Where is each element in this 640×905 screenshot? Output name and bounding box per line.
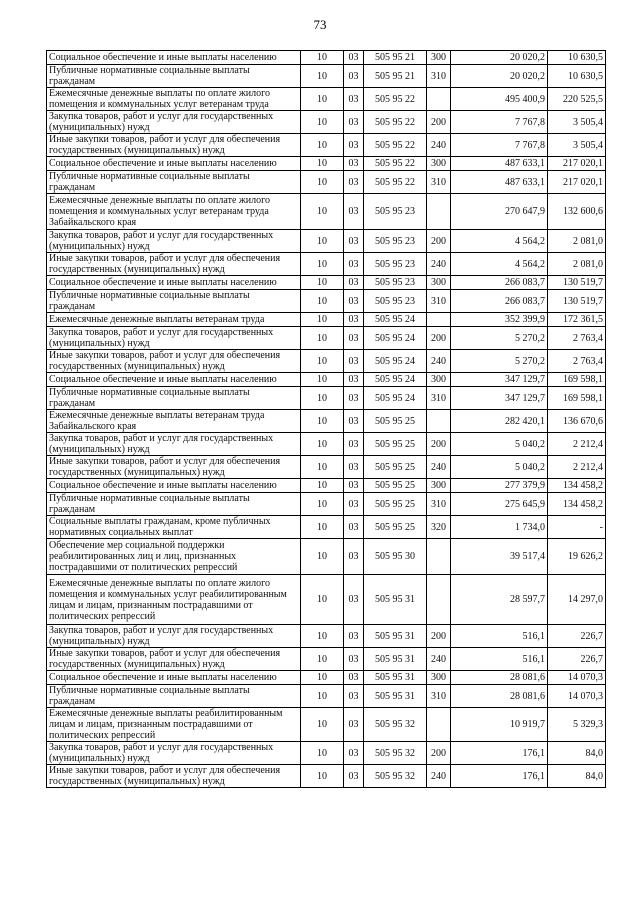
row-target-article: 505 95 25	[364, 516, 427, 539]
row-subsection: 03	[344, 671, 364, 685]
row-target-article: 505 95 23	[364, 230, 427, 253]
row-target-article: 505 95 30	[364, 539, 427, 575]
row-amount-total: 39 517,4	[451, 539, 548, 575]
row-target-article: 505 95 32	[364, 708, 427, 742]
row-name: Ежемесячные денежные выплаты по оплате жилого помещения и коммунальных услуг ветеранам труда Забайкальского края	[47, 194, 301, 230]
row-name: Публичные нормативные социальные выплаты гражданам	[47, 290, 301, 313]
row-section: 10	[301, 373, 344, 387]
row-subsection: 03	[344, 253, 364, 276]
row-name: Социальное обеспечение и иные выплаты населению	[47, 479, 301, 493]
row-amount-total: 495 400,9	[451, 88, 548, 111]
row-target-article: 505 95 22	[364, 157, 427, 171]
row-expense-type	[427, 410, 451, 433]
row-amount-second: 84,0	[548, 765, 606, 788]
table-row	[47, 456, 606, 479]
row-amount-second: 14 297,0	[548, 575, 606, 625]
row-amount-second: 3 505,4	[548, 134, 606, 157]
row-name: Обеспечение мер социальной поддержки реабилитированных лиц и лиц, признанных пострадавшими от политических репрессий	[47, 539, 301, 575]
table-row	[47, 194, 606, 230]
row-section: 10	[301, 625, 344, 648]
row-target-article: 505 95 31	[364, 671, 427, 685]
row-expense-type: 310	[427, 493, 451, 516]
table-row	[47, 373, 606, 387]
row-amount-second: 132 600,6	[548, 194, 606, 230]
row-amount-second: 10 630,5	[548, 51, 606, 65]
row-amount-total: 20 020,2	[451, 65, 548, 88]
row-section: 10	[301, 433, 344, 456]
row-expense-type: 200	[427, 742, 451, 765]
row-name: Закупка товаров, работ и услуг для государственных (муниципальных) нужд	[47, 327, 301, 350]
row-amount-second: 217 020,1	[548, 157, 606, 171]
row-expense-type	[427, 539, 451, 575]
row-subsection: 03	[344, 516, 364, 539]
row-section: 10	[301, 765, 344, 788]
row-amount-second: 130 519,7	[548, 290, 606, 313]
row-name: Социальное обеспечение и иные выплаты населению	[47, 51, 301, 65]
row-amount-total: 10 919,7	[451, 708, 548, 742]
row-amount-second: 220 525,5	[548, 88, 606, 111]
row-section: 10	[301, 479, 344, 493]
row-expense-type: 300	[427, 373, 451, 387]
table-row	[47, 648, 606, 671]
row-target-article: 505 95 23	[364, 253, 427, 276]
row-amount-second: 172 361,5	[548, 313, 606, 327]
row-expense-type: 200	[427, 433, 451, 456]
row-section: 10	[301, 387, 344, 410]
row-target-article: 505 95 32	[364, 742, 427, 765]
row-amount-total: 7 767,8	[451, 134, 548, 157]
row-target-article: 505 95 31	[364, 575, 427, 625]
row-target-article: 505 95 21	[364, 65, 427, 88]
row-section: 10	[301, 88, 344, 111]
row-subsection: 03	[344, 65, 364, 88]
row-target-article: 505 95 22	[364, 171, 427, 194]
row-name: Ежемесячные денежные выплаты ветеранам труда Забайкальского края	[47, 410, 301, 433]
row-expense-type: 240	[427, 350, 451, 373]
row-amount-total: 176,1	[451, 765, 548, 788]
row-section: 10	[301, 327, 344, 350]
row-name: Публичные нормативные социальные выплаты гражданам	[47, 65, 301, 88]
table-row	[47, 433, 606, 456]
row-subsection: 03	[344, 171, 364, 194]
row-expense-type: 200	[427, 230, 451, 253]
row-amount-second: 226,7	[548, 648, 606, 671]
table-row	[47, 276, 606, 290]
row-section: 10	[301, 456, 344, 479]
table-row	[47, 539, 606, 575]
row-amount-second: 19 626,2	[548, 539, 606, 575]
row-subsection: 03	[344, 88, 364, 111]
table-row	[47, 765, 606, 788]
row-amount-second: 5 329,3	[548, 708, 606, 742]
row-expense-type: 240	[427, 456, 451, 479]
row-target-article: 505 95 25	[364, 410, 427, 433]
row-name: Публичные нормативные социальные выплаты гражданам	[47, 387, 301, 410]
row-expense-type	[427, 708, 451, 742]
row-name: Иные закупки товаров, работ и услуг для обеспечения государственных (муниципальных) нужд	[47, 350, 301, 373]
row-target-article: 505 95 24	[364, 313, 427, 327]
row-target-article: 505 95 23	[364, 276, 427, 290]
table-row	[47, 516, 606, 539]
row-amount-total: 28 597,7	[451, 575, 548, 625]
row-section: 10	[301, 742, 344, 765]
row-target-article: 505 95 32	[364, 765, 427, 788]
row-amount-second: 130 519,7	[548, 276, 606, 290]
row-target-article: 505 95 22	[364, 88, 427, 111]
table-row	[47, 671, 606, 685]
row-subsection: 03	[344, 685, 364, 708]
row-amount-second: 2 212,4	[548, 433, 606, 456]
table-row	[47, 327, 606, 350]
table-row	[47, 111, 606, 134]
row-subsection: 03	[344, 157, 364, 171]
row-subsection: 03	[344, 575, 364, 625]
row-section: 10	[301, 708, 344, 742]
table-row	[47, 742, 606, 765]
row-name: Социальное обеспечение и иные выплаты населению	[47, 157, 301, 171]
budget-table	[46, 50, 606, 788]
row-subsection: 03	[344, 276, 364, 290]
row-amount-second: 84,0	[548, 742, 606, 765]
row-amount-second: 2 081,0	[548, 230, 606, 253]
row-expense-type: 310	[427, 290, 451, 313]
row-amount-second: 169 598,1	[548, 373, 606, 387]
table-row	[47, 479, 606, 493]
row-target-article: 505 95 25	[364, 433, 427, 456]
row-expense-type: 310	[427, 171, 451, 194]
row-section: 10	[301, 575, 344, 625]
row-name: Публичные нормативные социальные выплаты гражданам	[47, 685, 301, 708]
row-section: 10	[301, 290, 344, 313]
row-amount-total: 347 129,7	[451, 373, 548, 387]
row-amount-total: 266 083,7	[451, 290, 548, 313]
table-row	[47, 625, 606, 648]
row-amount-total: 7 767,8	[451, 111, 548, 134]
table-row	[47, 708, 606, 742]
row-section: 10	[301, 111, 344, 134]
row-subsection: 03	[344, 387, 364, 410]
row-name: Закупка товаров, работ и услуг для государственных (муниципальных) нужд	[47, 433, 301, 456]
row-subsection: 03	[344, 742, 364, 765]
row-amount-total: 5 270,2	[451, 350, 548, 373]
table-row	[47, 685, 606, 708]
row-expense-type: 300	[427, 276, 451, 290]
row-subsection: 03	[344, 648, 364, 671]
row-subsection: 03	[344, 410, 364, 433]
row-expense-type: 240	[427, 765, 451, 788]
row-expense-type: 320	[427, 516, 451, 539]
row-amount-second: 134 458,2	[548, 479, 606, 493]
row-section: 10	[301, 671, 344, 685]
row-amount-total: 352 399,9	[451, 313, 548, 327]
row-name: Закупка товаров, работ и услуг для государственных (муниципальных) нужд	[47, 111, 301, 134]
row-amount-total: 20 020,2	[451, 51, 548, 65]
row-subsection: 03	[344, 708, 364, 742]
row-amount-total: 28 081,6	[451, 671, 548, 685]
row-target-article: 505 95 25	[364, 456, 427, 479]
row-name: Публичные нормативные социальные выплаты гражданам	[47, 493, 301, 516]
page-number: 73	[313, 17, 327, 32]
row-section: 10	[301, 65, 344, 88]
table-row	[47, 387, 606, 410]
table-row	[47, 65, 606, 88]
row-expense-type: 240	[427, 648, 451, 671]
row-amount-second: 134 458,2	[548, 493, 606, 516]
row-expense-type: 240	[427, 134, 451, 157]
table-row	[47, 350, 606, 373]
row-subsection: 03	[344, 493, 364, 516]
row-name: Ежемесячные денежные выплаты реабилитированным лицам и лицам, признанным пострадавшими от политических репрессий	[47, 708, 301, 742]
row-name: Публичные нормативные социальные выплаты гражданам	[47, 171, 301, 194]
row-subsection: 03	[344, 230, 364, 253]
row-subsection: 03	[344, 433, 364, 456]
row-name: Иные закупки товаров, работ и услуг для обеспечения государственных (муниципальных) нужд	[47, 253, 301, 276]
row-expense-type: 300	[427, 671, 451, 685]
row-amount-total: 270 647,9	[451, 194, 548, 230]
row-name: Социальное обеспечение и иные выплаты населению	[47, 373, 301, 387]
row-target-article: 505 95 25	[364, 493, 427, 516]
row-amount-total: 516,1	[451, 625, 548, 648]
row-name: Иные закупки товаров, работ и услуг для обеспечения государственных (муниципальных) нужд	[47, 456, 301, 479]
row-subsection: 03	[344, 350, 364, 373]
row-expense-type	[427, 194, 451, 230]
row-target-article: 505 95 25	[364, 479, 427, 493]
row-amount-total: 1 734,0	[451, 516, 548, 539]
row-amount-total: 282 420,1	[451, 410, 548, 433]
row-target-article: 505 95 23	[364, 194, 427, 230]
row-section: 10	[301, 410, 344, 433]
row-target-article: 505 95 31	[364, 685, 427, 708]
row-target-article: 505 95 23	[364, 290, 427, 313]
row-amount-total: 4 564,2	[451, 253, 548, 276]
table-row	[47, 171, 606, 194]
row-expense-type	[427, 88, 451, 111]
row-section: 10	[301, 276, 344, 290]
row-expense-type: 300	[427, 157, 451, 171]
row-subsection: 03	[344, 134, 364, 157]
row-section: 10	[301, 648, 344, 671]
row-subsection: 03	[344, 456, 364, 479]
row-amount-total: 5 270,2	[451, 327, 548, 350]
row-section: 10	[301, 493, 344, 516]
row-amount-total: 176,1	[451, 742, 548, 765]
row-amount-total: 5 040,2	[451, 456, 548, 479]
row-amount-total: 4 564,2	[451, 230, 548, 253]
row-expense-type: 310	[427, 65, 451, 88]
row-expense-type: 240	[427, 253, 451, 276]
row-amount-total: 275 645,9	[451, 493, 548, 516]
row-expense-type	[427, 313, 451, 327]
table-row	[47, 51, 606, 65]
row-amount-second: 3 505,4	[548, 111, 606, 134]
row-section: 10	[301, 230, 344, 253]
row-target-article: 505 95 24	[364, 373, 427, 387]
row-amount-total: 277 379,9	[451, 479, 548, 493]
row-amount-second: 14 070,3	[548, 671, 606, 685]
row-expense-type: 310	[427, 387, 451, 410]
table-row	[47, 410, 606, 433]
row-amount-total: 5 040,2	[451, 433, 548, 456]
row-name: Социальное обеспечение и иные выплаты населению	[47, 276, 301, 290]
row-section: 10	[301, 253, 344, 276]
row-name: Закупка товаров, работ и услуг для государственных (муниципальных) нужд	[47, 625, 301, 648]
row-amount-second: 10 630,5	[548, 65, 606, 88]
row-subsection: 03	[344, 290, 364, 313]
row-subsection: 03	[344, 373, 364, 387]
row-name: Иные закупки товаров, работ и услуг для обеспечения государственных (муниципальных) нужд	[47, 648, 301, 671]
row-target-article: 505 95 22	[364, 111, 427, 134]
row-target-article: 505 95 31	[364, 625, 427, 648]
row-target-article: 505 95 24	[364, 350, 427, 373]
table-row	[47, 157, 606, 171]
row-amount-second: 169 598,1	[548, 387, 606, 410]
row-section: 10	[301, 516, 344, 539]
table-row	[47, 493, 606, 516]
row-section: 10	[301, 539, 344, 575]
row-target-article: 505 95 22	[364, 134, 427, 157]
row-expense-type: 300	[427, 51, 451, 65]
row-expense-type	[427, 575, 451, 625]
row-amount-second: 2 763,4	[548, 327, 606, 350]
row-section: 10	[301, 157, 344, 171]
table-row	[47, 253, 606, 276]
table-row	[47, 134, 606, 157]
row-amount-total: 347 129,7	[451, 387, 548, 410]
table-row	[47, 88, 606, 111]
row-name: Иные закупки товаров, работ и услуг для обеспечения государственных (муниципальных) нужд	[47, 134, 301, 157]
row-expense-type: 200	[427, 327, 451, 350]
row-amount-total: 28 081,6	[451, 685, 548, 708]
row-section: 10	[301, 313, 344, 327]
row-name: Ежемесячные денежные выплаты ветеранам труда	[47, 313, 301, 327]
row-section: 10	[301, 350, 344, 373]
row-section: 10	[301, 134, 344, 157]
row-amount-total: 516,1	[451, 648, 548, 671]
row-target-article: 505 95 24	[364, 327, 427, 350]
row-target-article: 505 95 21	[364, 51, 427, 65]
row-amount-second: 2 212,4	[548, 456, 606, 479]
row-expense-type: 310	[427, 685, 451, 708]
row-expense-type: 200	[427, 625, 451, 648]
row-section: 10	[301, 171, 344, 194]
table-row	[47, 290, 606, 313]
row-section: 10	[301, 51, 344, 65]
row-subsection: 03	[344, 765, 364, 788]
row-target-article: 505 95 31	[364, 648, 427, 671]
row-target-article: 505 95 24	[364, 387, 427, 410]
row-section: 10	[301, 685, 344, 708]
row-subsection: 03	[344, 313, 364, 327]
row-amount-second: 14 070,3	[548, 685, 606, 708]
row-amount-second: 226,7	[548, 625, 606, 648]
row-amount-second: 217 020,1	[548, 171, 606, 194]
row-expense-type: 200	[427, 111, 451, 134]
row-name: Закупка товаров, работ и услуг для государственных (муниципальных) нужд	[47, 230, 301, 253]
row-subsection: 03	[344, 625, 364, 648]
row-amount-second: -	[548, 516, 606, 539]
row-name: Иные закупки товаров, работ и услуг для обеспечения государственных (муниципальных) нужд	[47, 765, 301, 788]
row-amount-second: 2 763,4	[548, 350, 606, 373]
table-row	[47, 313, 606, 327]
row-subsection: 03	[344, 51, 364, 65]
row-name: Ежемесячные денежные выплаты по оплате жилого помещения и коммунальных услуг ветеранам труда	[47, 88, 301, 111]
row-amount-second: 2 081,0	[548, 253, 606, 276]
row-amount-second: 136 670,6	[548, 410, 606, 433]
row-subsection: 03	[344, 111, 364, 134]
row-subsection: 03	[344, 539, 364, 575]
row-name: Социальное обеспечение и иные выплаты населению	[47, 671, 301, 685]
row-subsection: 03	[344, 194, 364, 230]
row-name: Ежемесячные денежные выплаты по оплате жилого помещения и коммунальных услуг реабилитированным лицам и лицам, признанным пострадавшими от политических репрессий	[47, 575, 301, 625]
table-row	[47, 230, 606, 253]
row-expense-type: 300	[427, 479, 451, 493]
row-subsection: 03	[344, 479, 364, 493]
row-name: Социальные выплаты гражданам, кроме публичных нормативных социальных выплат	[47, 516, 301, 539]
row-amount-total: 266 083,7	[451, 276, 548, 290]
row-section: 10	[301, 194, 344, 230]
row-amount-total: 487 633,1	[451, 171, 548, 194]
budget-table-body	[47, 51, 606, 788]
row-subsection: 03	[344, 327, 364, 350]
row-name: Закупка товаров, работ и услуг для государственных (муниципальных) нужд	[47, 742, 301, 765]
row-amount-total: 487 633,1	[451, 157, 548, 171]
table-row	[47, 575, 606, 625]
